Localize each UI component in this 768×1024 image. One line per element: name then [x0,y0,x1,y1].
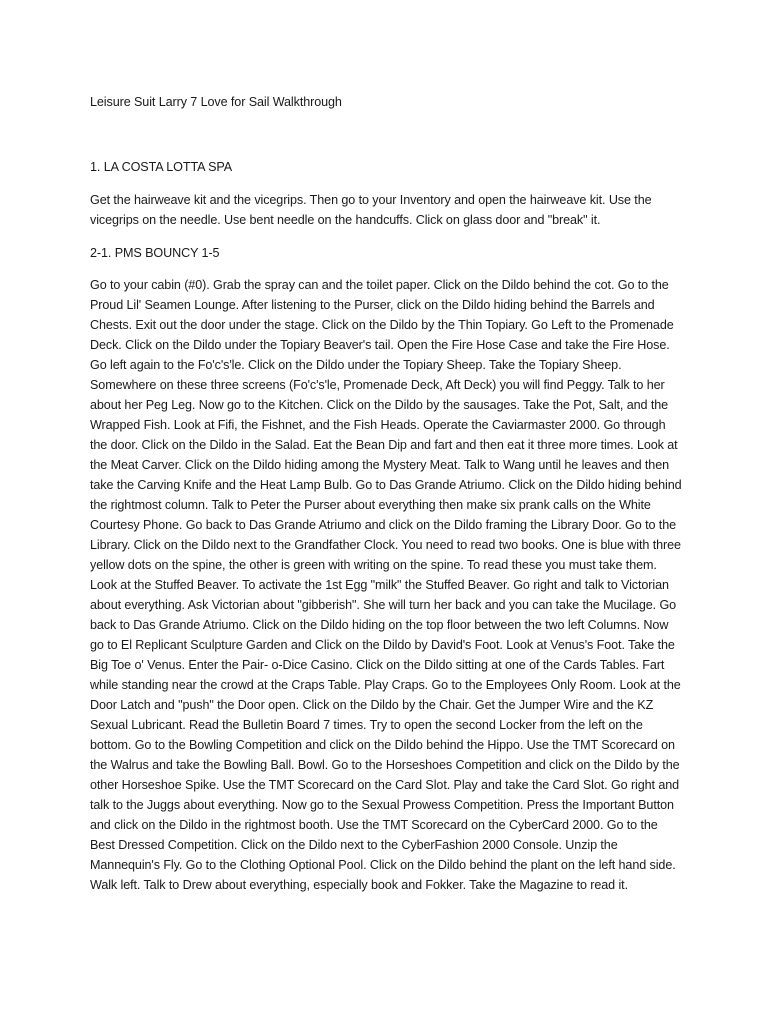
section-body-la-costa-lotta-spa: Get the hairweave kit and the vicegrips. Then go to your Inventory and open the hairweave kit. Use the vicegrips on the needle. Use bent needle on the handcuffs. Click on glass door and "break" it. [90,193,652,227]
section-body-pms-bouncy: Go to your cabin (#0). Grab the spray can and the toilet paper. Click on the Dildo behind the cot. Go to the Proud Lil' Seamen Lounge. After listening to the Purser, click on the Dildo hiding behind the Barrels and Chests. Exit out the door under the stage. Click on the Dildo by the Thin Topiary. Go Left to the Promenade Deck. Click on the Dildo under the Topiary Beaver's tail. Open the Fire Hose Case and take the Fire Hose. Go left again to the Fo'c's'le. Click on the Dildo under the Topiary Sheep. Take the Topiary Sheep. Somewhere on these three screens (Fo'c's'le, Promenade Deck, Aft Deck) you will find Peggy. Talk to her about her Peg Leg. Now go to the Kitchen. Click on the Dildo by the sausages. Take the Pot, Salt, and the Wrapped Fish. Look at Fifi, the Fishnet, and the Fish Heads. Operate the Caviarmaster 2000. Go through the door. Click on the Dildo in the Salad. Eat the Bean Dip and fart and then eat it three more times. Look at the Meat Carver. Click on the Dildo hiding among the Mystery Meat. Talk to Wang until he leaves and then take the Carving Knife and the Heat Lamp Bulb. Go to Das Grande Atriumo. Click on the Dildo hiding behind the rightmost column. Talk to Peter the Purser about everything then make six prank calls on the White Courtesy Phone. Go back to Das Grande Atriumo and click on the Dildo framing the Library Door. Go to the Library. Click on the Dildo next to the Grandfather Clock. You need to read two books. One is blue with three yellow dots on the spine, the other is green with writing on the spine. To read these you must take them. Look at the Stuffed Beaver. To activate the 1st Egg "milk" the Stuffed Beaver. Go right and talk to Victorian about everything. Ask Victorian about "gibberish". She will turn her back and you can take the Mucilage. Go back to Das Grande Atriumo. Click on the Dildo hiding on the top floor between the two left Columns. Now go to El Replicant Sculpture Garden and Click on the Dildo by David's Foot. Look at Venus's Foot. Take the Big Toe o' Venus. Enter the Pair- o-Dice Casino. Click on the Dildo sitting at one of the Cards Tables. Fart while standing near the crowd at the Craps Table. Play Craps. Go to the Employees Only Room. Look at the Door Latch and "push" the Door open. Click on the Dildo by the Chair. Get the Jumper Wire and the KZ Sexual Lubricant. Read the Bulletin Board 7 times. Try to open the second Locker from the left on the bottom. Go to the Bowling Competition and click on the Dildo behind the Hippo. Use the TMT Scorecard on the Walrus and take the Bowling Ball. Bowl. Go to the Horseshoes Competition and click on the Dildo by the other Horseshoe Spike. Use the TMT Scorecard on the Card Slot. Play and take the Card Slot. Go right and talk to the Juggs about everything. Now go to the Sexual Prowess Competition. Press the Important Button and click on the Dildo in the rightmost booth. Use the TMT Scorecard on the CyberCard 2000. Go to the Best Dressed Competition. Click on the Dildo next to the CyberFashion 2000 Console. Unzip the Mannequin's Fly. Go to the Clothing Optional Pool. Click on the Dildo behind the plant on the left hand side. Walk left. Talk to Drew about everything, especially book and Fokker. Take the Magazine to read it. [90,278,682,892]
section-heading-pms-bouncy: 2-1. PMS BOUNCY 1-5 [90,246,220,260]
document-title: Leisure Suit Larry 7 Love for Sail Walkthrough [90,95,342,109]
section-heading-la-costa-lotta-spa: 1. LA COSTA LOTTA SPA [90,160,233,174]
